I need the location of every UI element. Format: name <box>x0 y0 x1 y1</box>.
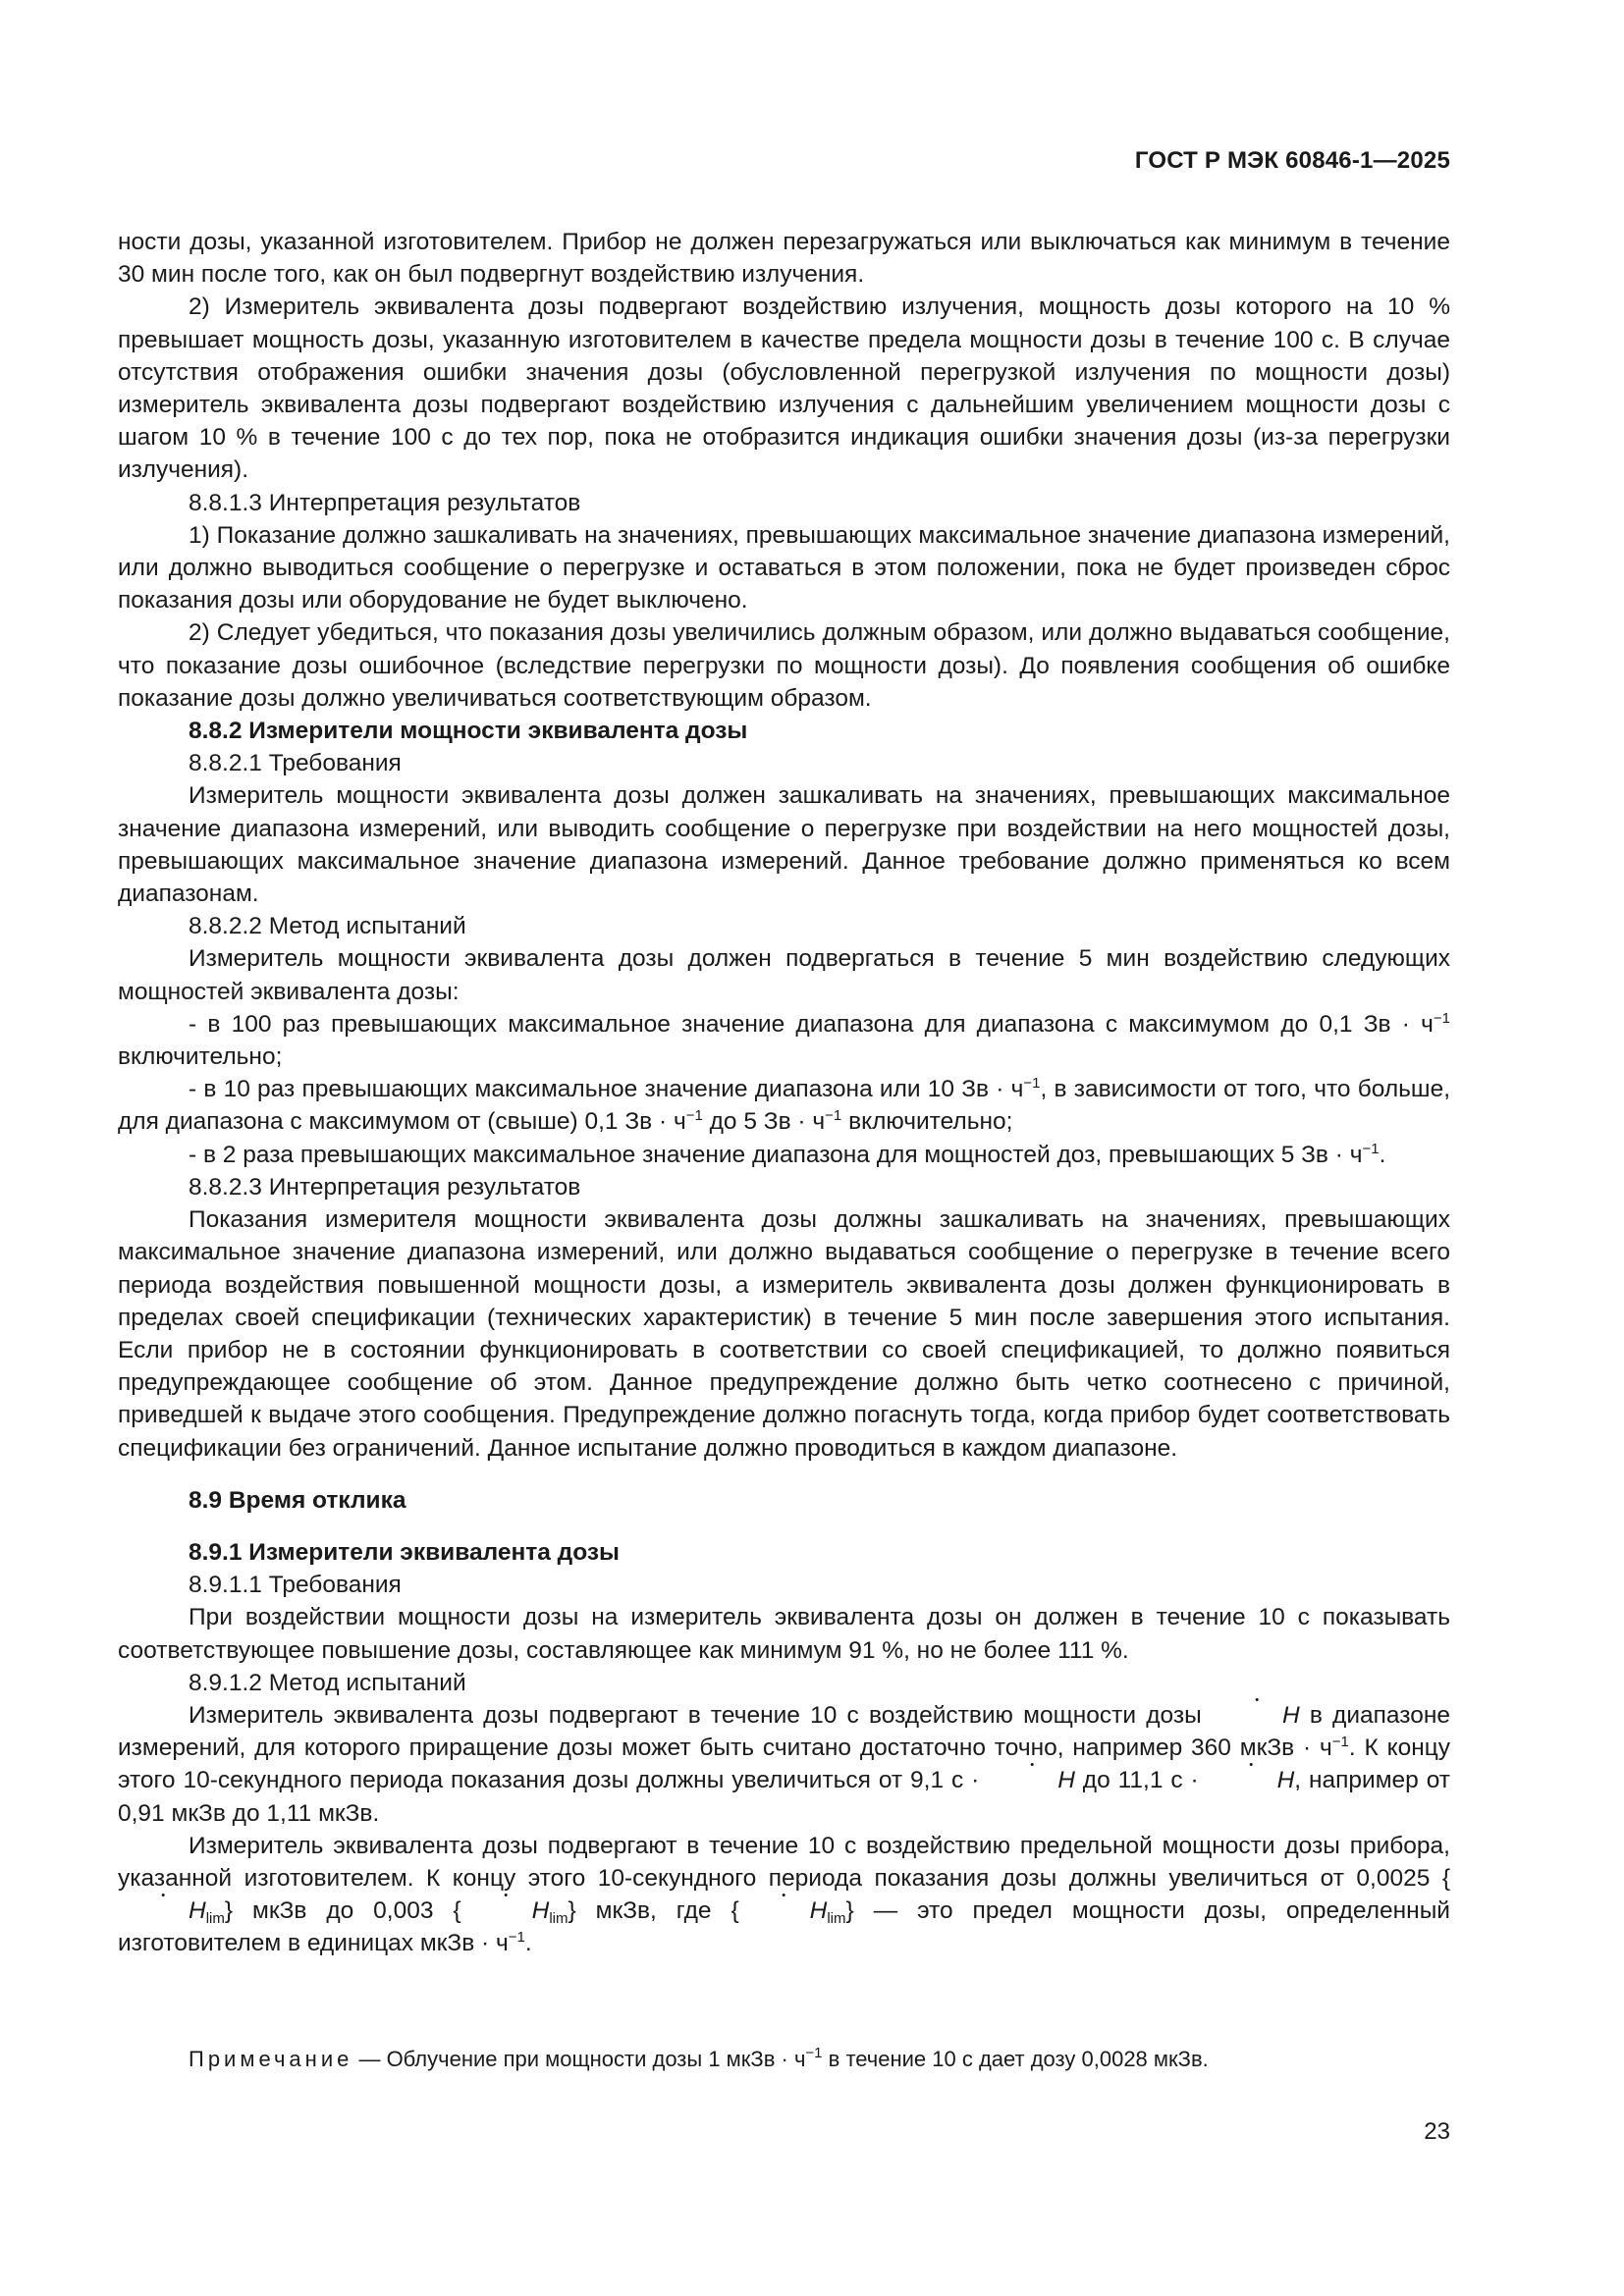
paragraph-result-2: 2) Следует убедиться, что показания дозы увеличились должным образом, или должно выдаваться сообщение, что показание дозы ошибочное (вследствие перегрузки по мощности дозы). До появления сообщения об ошибке показание дозы должно увеличиваться соответствующим образом. <box>118 619 1450 712</box>
section-heading-8-9-1: 8.9.1 Измерители эквивалента дозы <box>189 1538 620 1566</box>
list-item: - в 100 раз превышающих максимальное значение диапазона для диапазона с максимумом до 0,1 Зв · $ч^{-1}$ включительно; <box>118 1009 1450 1071</box>
body-text <box>118 226 1450 1960</box>
subsection-8-9-1-1: 8.9.1.1 Требования <box>189 1572 402 1599</box>
h-dot-symbol: H <box>1212 1699 1300 1732</box>
subsection-8-8-2-2: 8.8.2.2 Метод испытаний <box>189 913 466 940</box>
paragraph-requirements: Измеритель мощности эквивалента дозы должен зашкаливать на значениях, превышающих максимальное значение диапазона измерений, или выводить сообщение о перегрузке при воздействии на него мощностей дозы, превышающих максимальное значение диапазона измерений. Данное требование должно применяться ко всем диапазонам. <box>118 782 1450 908</box>
paragraph-method-2: Измеритель эквивалента дозы подвергают в течение 10 с воздействию предельной мощности дозы прибора, указанной изготовителем. К концу этого 10-секундного периода показания дозы должны увеличиться от 0,0025 $\{H_{lim}\}$ мкЗв до 0,003 { $H_{lim}$} мкЗв, где { $H_{lim}$} — это предел мощности дозы, определенный изготовителем в единицах мкЗв · $ч^{-1}$. <box>118 1832 1450 1957</box>
paragraph-method-1: Измеритель эквивалента дозы подвергают в течение 10 с воздействию мощности дозы H в диапазоне измерений, для которого приращение дозы может быть считано достаточно точно, например 360 мкЗв · $ч^{-1}$. К концу этого 10-секундного периода показания дозы должны увеличиться от 9,1 с · H до 11,1 с · H, например от 0,91 мкЗв до 1,11 мкЗв. <box>118 1699 1450 1830</box>
paragraph-interpretation: Показания измерителя мощности эквивалента дозы должны зашкаливать на значениях, превышающих максимальное значение диапазона измерений, или должно выдаваться сообщение о перегрузке в течение всего периода воздействия повышенной мощности дозы, а измеритель эквивалента дозы должен функционировать в пределах своей спецификации (технических характеристик) в течение 5 мин после завершения этого испытания. Если прибор не в состоянии функционировать в соответствии со своей спецификацией, то должно появиться предупреждающее сообщение об этом. Данное предупреждение должно быть четко соотнесено с причиной, приведшей к выдаче этого сообщения. Предупреждение должно погаснуть тогда, когда прибор будет соответствовать спецификации без ограничений. Данное испытание должно проводиться в каждом диапазоне. <box>118 1206 1450 1462</box>
subsection-8-8-1-3: 8.8.1.3 Интерпретация результатов <box>189 489 581 516</box>
h-dot-symbol: H <box>739 1895 828 1927</box>
h-dot-symbol: H <box>118 1895 206 1927</box>
section-heading-8-9: 8.9 Время отклика <box>189 1486 406 1514</box>
paragraph-response-requirements: При воздействии мощности дозы на измеритель эквивалента дозы он должен в течение 10 с показывать соответствующее повышение дозы, составляющее как минимум 91 %, но не более 111 %. <box>118 1604 1450 1664</box>
document-code-header: ГОСТ Р МЭК 60846-1—2025 <box>1134 147 1450 174</box>
list-item: - в 2 раза превышающих максимальное значение диапазона для мощностей доз, превышающих 5 Зв · $ч^{-1}$. <box>189 1140 1386 1168</box>
note-label: Примечание <box>189 2047 353 2071</box>
h-dot-symbol: H <box>1207 1764 1295 1796</box>
h-dot-symbol: H <box>987 1764 1075 1796</box>
section-heading-8-8-2: 8.8.2 Измерители мощности эквивалента дозы <box>189 718 748 745</box>
paragraph-step-2: 2) Измеритель эквивалента дозы подвергают воздействию излучения, мощность дозы которого на 10 % превышает мощность дозы, указанную изготовителем в качестве предела мощности дозы в течение 100 с. В случае отсутствия отображения ошибки значения дозы (обусловленной перегрузкой излучения по мощности дозы) измеритель эквивалента дозы подвергают воздействию излучения с дальнейшим увеличением мощности дозы с шагом 10 % в течение 100 с до тех пор, пока не отобразится индикация ошибки значения дозы (из-за перегрузки излучения). <box>118 294 1450 484</box>
subsection-8-9-1-2: 8.9.1.2 Метод испытаний <box>189 1669 466 1696</box>
note: Примечание — Облучение при мощности дозы 1 мкЗв · $ч^{-1}$ в течение 10 с дает дозу 0,0028 мкЗв. <box>189 2045 1209 2071</box>
subsection-8-8-2-3: 8.8.2.3 Интерпретация результатов <box>189 1173 581 1201</box>
paragraph-continuation: ности дозы, указанной изготовителем. Прибор не должен перезагружаться или выключаться как минимум в течение 30 мин после того, как он был подвергнут воздействию излучения. <box>118 229 1450 289</box>
paragraph-test-method: Измеритель мощности эквивалента дозы должен подвергаться в течение 5 мин воздействию следующих мощностей эквивалента дозы: <box>118 945 1450 1005</box>
page-number: 23 <box>1424 2118 1450 2145</box>
paragraph-result-1: 1) Показание должно зашкаливать на значениях, превышающих максимальное значение диапазона измерений, или должно выводиться сообщение о перегрузке и оставаться в этом положении, пока не будет произведен сброс показания дозы или оборудование не будет выключено. <box>118 521 1450 614</box>
h-dot-symbol: H <box>461 1895 550 1927</box>
subsection-8-8-2-1: 8.8.2.1 Требования <box>189 750 402 777</box>
list-item: - в 10 раз превышающих максимальное значение диапазона или 10 Зв · $ч^{-1}$, в зависимости от того, что больше, для диапазона с максимумом от (свыше) 0,1 Зв · $ч^{-1}$ до 5 Зв · $ч^{-1}$ включительно; <box>118 1075 1451 1136</box>
